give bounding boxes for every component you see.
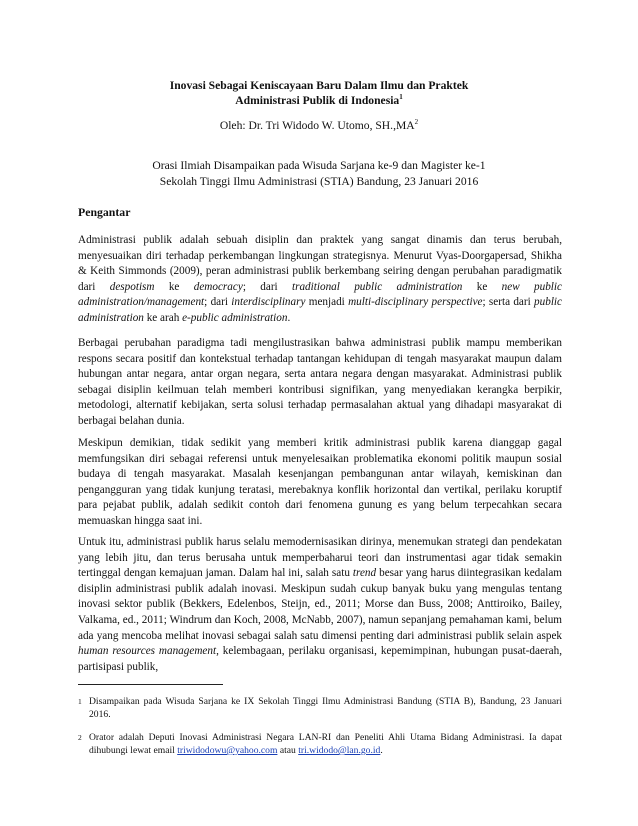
italic-term: traditional public administration [292,280,463,293]
text-run: ; dari [242,280,292,293]
email-link-lan[interactable]: tri.widodo@lan.go.id [298,745,381,756]
italic-term: new public administration/management [78,280,562,309]
title-line-2: Administrasi Publik di Indonesia [235,94,400,107]
text-run: besar yang harus diintegrasikan kedalam disiplin administrasi publik adalah inovasi. Meskipun sudah cukup banyak buku yang mengulas tentang inovasi sektor publik (Bekkers, Edelenbos, Steijn, ed., 2011; Morse dan Buss, 2008; Anttiroiko, Bailey, Valkama, ed., 2011; Windrum dan Koch, 2008, McNabb, 2007), namun sepanjang pemahaman kami, belum ada yang mencoba melihat inovasi sebagai salah satu dimensi penting dari administrasi publik selain aspek [78,567,562,642]
document-title [120,78,518,108]
text-run: ke [462,280,502,293]
footnote-2 [78,731,562,757]
italic-term: human resources management [78,645,217,658]
italic-term: democracy [193,280,243,293]
italic-term: despotism [109,280,155,293]
paragraph-4 [78,535,562,675]
title-line-1: Inovasi Sebagai Keniscayaan Baru Dalam Ilmu dan Praktek [169,79,469,92]
text-run: Untuk itu, administrasi publik harus selalu memodernisasikan dirinya, menemukan strategi dan pendekatan yang lebih jitu, dan terus berusaha untuk memperbaharui teori dan instrumentasi agar tidak semakin tertinggal dengan kemajuan jaman. Dalam hal ini, salah satu [78,536,562,580]
text-run: . [380,745,383,756]
footnote-divider [78,684,223,685]
text-run: atau [277,745,299,756]
event-line-2: Sekolah Tinggi Ilmu Administrasi (STIA) Bandung, 23 Januari 2016 [159,174,479,188]
title-footnote-mark: 1 [399,93,403,102]
footnote-number: 1 [78,697,82,706]
event-info [90,158,548,189]
author-footnote-mark: 2 [414,118,419,127]
text-run: Administrasi publik adalah sebuah disiplin dan praktek yang sangat dinamis dan terus berubah, menyesuaikan diri terhadap perkembangan lingkungan strategisnya. Menurut Vyas-Doorgapersad, Shikha & Keith Simmonds (2009), peran administrasi publik berkembang seiring dengan perubahan paradigmatik dari [78,234,562,293]
italic-term: trend [352,567,377,580]
italic-term: interdisciplinary [231,296,306,309]
text-run: . [287,311,291,324]
section-heading: Pengantar [78,205,131,219]
text-run: Orator adalah Deputi Inovasi Administrasi Negara LAN-RI dan Peneliti Ahli Utama Bidang Administrasi. Ia dapat dihubungi lewat email [89,732,562,756]
paragraph-1 [78,233,562,327]
text-run: ke arah [143,311,183,324]
footnote-1 [78,695,562,721]
event-line-1: Orasi Ilmiah Disampaikan pada Wisuda Sarjana ke-9 dan Magister ke-1 [152,159,486,172]
text-run: ke [154,280,194,293]
text-run: , kelembagaan, perilaku organisasi, kepemimpinan, hubungan pusat-daerah, partisipasi publik, [78,645,562,673]
footnote-text: Disampaikan pada Wisuda Sarjana ke IX Sekolah Tinggi Ilmu Administrasi Bandung (STIA B), Bandung, 23 Januari 2016. [89,696,562,720]
author-name: Oleh: Dr. Tri Widodo W. Utomo, SH.,MA [219,119,415,132]
text-run: ; dari [204,296,232,309]
text-run: ; serta dari [482,296,535,309]
text-run: menjadi [305,296,349,309]
italic-term: multi-disciplinary perspective [348,296,483,309]
footnote-number: 2 [78,733,82,742]
paragraph-2: Berbagai perubahan paradigma tadi mengilustrasikan bahwa administrasi publik mampu memberikan respons secara positif dan kontekstual terhadap tantangan kehidupan di tengah masyarakat maupun dalam hubungan antar negara, antar organ negara, serta antara negara dengan masyarakat. Administrasi publik sebagai disiplin keilmuan telah memberi kontribusi signifikan, yang menyediakan kerangka berpikir, metodologi, alternatif kebijakan, serta solusi terhadap permasalahan aktual yang dihadapi masyarakat di berbagai belahan dunia. [78,337,562,427]
paragraph-3: Meskipun demikian, tidak sedikit yang memberi kritik administrasi publik karena dianggap gagal memfungsikan diri sebagai referensi untuk menyelesaikan problematika ekonomi politik maupun sosial budaya di tengah masyarakat. Masalah kesenjangan pembangunan antar wilayah, kemiskinan dan pengangguran yang tidak kunjung teratasi, merebaknya konflik horizontal dan vertikal, perilaku koruptif para pejabat publik, adalah sedikit contoh dari fenomena gunung es yang belum terpecahkan secara memuaskan hingga saat ini. [78,437,562,527]
author-line [120,118,518,133]
italic-term: e-public administration [182,311,288,324]
footnote-text [89,731,562,757]
email-link-yahoo[interactable]: triwidodowu@yahoo.com [177,745,278,756]
italic-term: public administration [78,296,563,324]
